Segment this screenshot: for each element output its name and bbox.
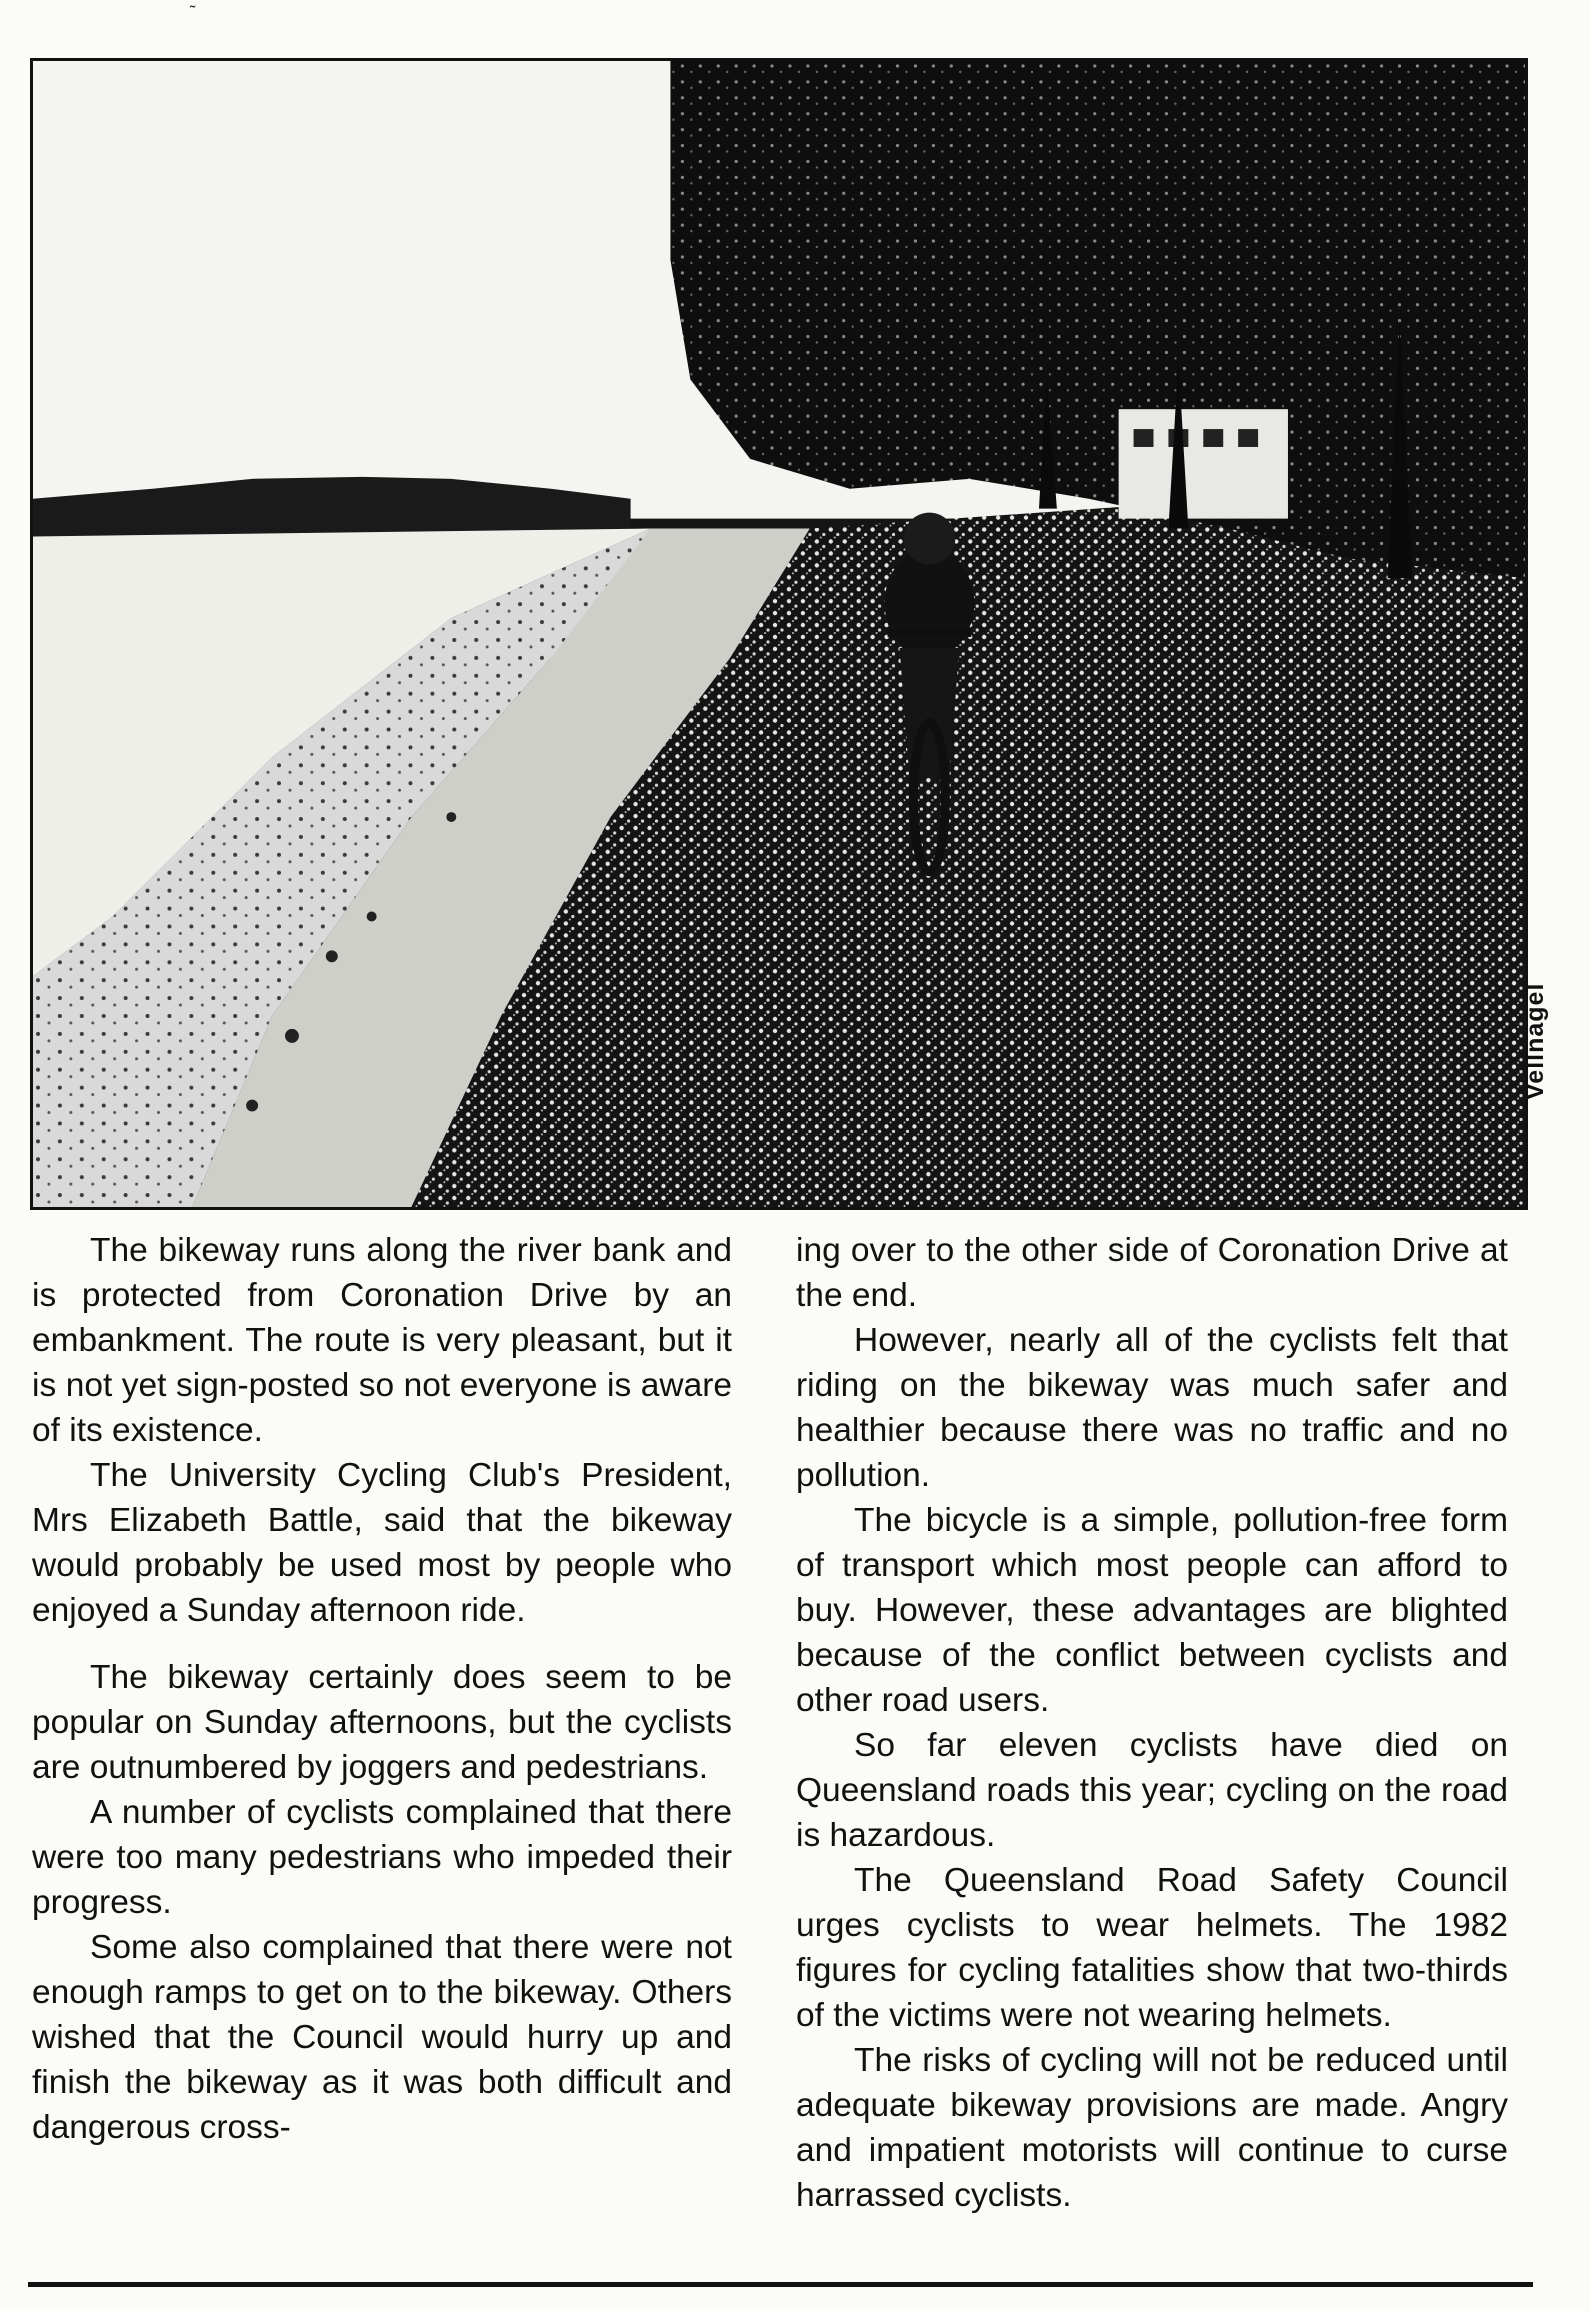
paragraph: The bikeway runs along the river bank and is protected from Coronation Drive by an embankment. The route is very pleasant, but it is not yet sign-posted so not everyone is aware of its existence. bbox=[32, 1232, 732, 1449]
photo-credit: Vellnagel bbox=[1521, 982, 1549, 1100]
paragraph: A number of cyclists complained that there were too many pedestrians who impeded their progress. bbox=[32, 1794, 732, 1921]
article-left-column bbox=[32, 1228, 732, 2150]
article-right-column bbox=[796, 1228, 1508, 2218]
paragraph: ing over to the other side of Coronation Drive at the end. bbox=[796, 1232, 1508, 1314]
paragraph: The risks of cycling will not be reduced until adequate bikeway provisions are made. Angry and impatient motorists will continue to curse harrassed cyclists. bbox=[796, 2042, 1508, 2214]
paragraph: The bikeway certainly does seem to be popular on Sunday afternoons, but the cyclists are outnumbered by joggers and pedestrians. bbox=[32, 1659, 732, 1786]
paragraph: The Queensland Road Safety Council urges cyclists to wear helmets. The 1982 figures for cycling fatalities show that two-thirds of the victims were not wearing helmets. bbox=[796, 1862, 1508, 2034]
scan-speck: ˜ bbox=[190, 4, 196, 21]
bikeway-photo bbox=[30, 58, 1528, 1210]
paragraph: Some also complained that there were not enough ramps to get on to the bikeway. Others wished that the Council would hurry up and finish the bikeway as it was both difficult and dangerous cross- bbox=[32, 1929, 732, 2146]
bikeway-photo-illustration bbox=[33, 61, 1525, 1207]
paragraph: So far eleven cyclists have died on Queensland roads this year; cycling on the road is hazardous. bbox=[796, 1727, 1508, 1854]
paragraph: However, nearly all of the cyclists felt that riding on the bikeway was much safer and healthier because there was no traffic and no pollution. bbox=[796, 1322, 1508, 1494]
paragraph: The bicycle is a simple, pollution-free form of transport which most people can afford to buy. However, these advantages are blighted because of the conflict between cyclists and other road users. bbox=[796, 1502, 1508, 1719]
paragraph: The University Cycling Club's President, Mrs Elizabeth Battle, said that the bikeway would probably be used most by people who enjoyed a Sunday afternoon ride. bbox=[32, 1457, 732, 1629]
bottom-rule bbox=[28, 2282, 1533, 2287]
